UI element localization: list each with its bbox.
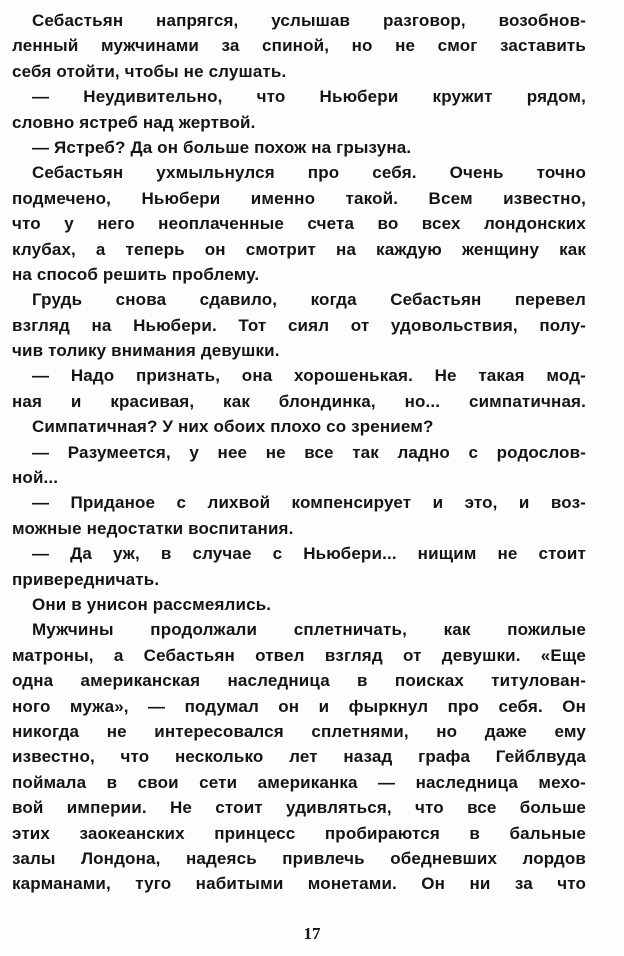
text-line: словно ястреб над жертвой. (12, 112, 256, 132)
text-line: Себастьян ухмыльнулся про себя. Очень точно (32, 163, 586, 183)
text-line: себя отойти, чтобы не слушать. (12, 61, 287, 81)
text-line: Мужчины продолжали сплетничать, как пожилые (32, 620, 586, 640)
text-line: на способ решить проблему. (12, 264, 260, 284)
text-line: — Неудивительно, что Ньюбери кружит рядом, (32, 87, 586, 107)
text-line: — Надо признать, она хорошенькая. Не такая мод- (32, 366, 586, 386)
text-line: подмечено, Ньюбери именно такой. Всем известно, (12, 188, 586, 208)
text-line: ленный мужчинами за спиной, но не смог заставить (12, 36, 586, 56)
text-line: одна американская наследница в поисках титулован- (12, 671, 586, 691)
text-line: ной... (12, 468, 59, 488)
text-line: карманами, туго набитыми монетами. Он ни за что (12, 874, 586, 894)
text-line: клубах, а теперь он смотрит на каждую женщину как (12, 239, 586, 259)
text-line: поймала в свои сети американка — наследница мехо- (12, 772, 586, 792)
text-line: Себастьян напрягся, услышав разговор, возобнов- (32, 11, 586, 30)
text-line: — Да уж, в случае с Ньюбери... нищим не стоит (32, 544, 586, 564)
text-line: что у него неоплаченные счета во всех лондонских (12, 214, 586, 234)
text-line: ная и красивая, как блондинка, но... симпатичная. (12, 391, 586, 411)
text-line: — Разумеется, у нее не все так ладно с родослов- (32, 442, 586, 462)
text-line: известно, что несколько лет назад графа Гейблвуда (12, 747, 586, 767)
text-line: привередничать. (12, 569, 160, 589)
body-text (12, 8, 586, 897)
text-line: никогда не интересовался сплетнями, но даже ему (12, 721, 586, 741)
text-line: взгляд на Ньюбери. Тот сиял от удовольствия, полу- (12, 315, 586, 335)
text-line: этих заокеанских принцесс пробираются в бальные (12, 823, 586, 843)
text-line: Симпатичная? У них обоих плохо со зрением? (32, 417, 434, 437)
text-line: матроны, а Себастьян отвел взгляд от девушки. «Еще (12, 645, 586, 665)
text-line: Грудь снова сдавило, когда Себастьян перевел (32, 290, 586, 310)
text-line: вой империи. Не стоит удивляться, что все больше (12, 798, 586, 818)
text-line: — Ястреб? Да он больше похож на грызуна. (32, 137, 412, 157)
text-line: чив толику внимания девушки. (12, 341, 280, 361)
text-line: можные недостатки воспитания. (12, 518, 294, 538)
page-number: 17 (303, 924, 321, 943)
text-line: залы Лондона, надеясь привлечь обедневших лордов (12, 848, 586, 868)
text-line: ного мужа», — подумал он и фыркнул про себя. Он (12, 696, 586, 716)
text-line: Они в унисон рассмеялись. (32, 594, 272, 614)
text-line: — Приданое с лихвой компенсирует и это, и воз- (32, 493, 586, 513)
